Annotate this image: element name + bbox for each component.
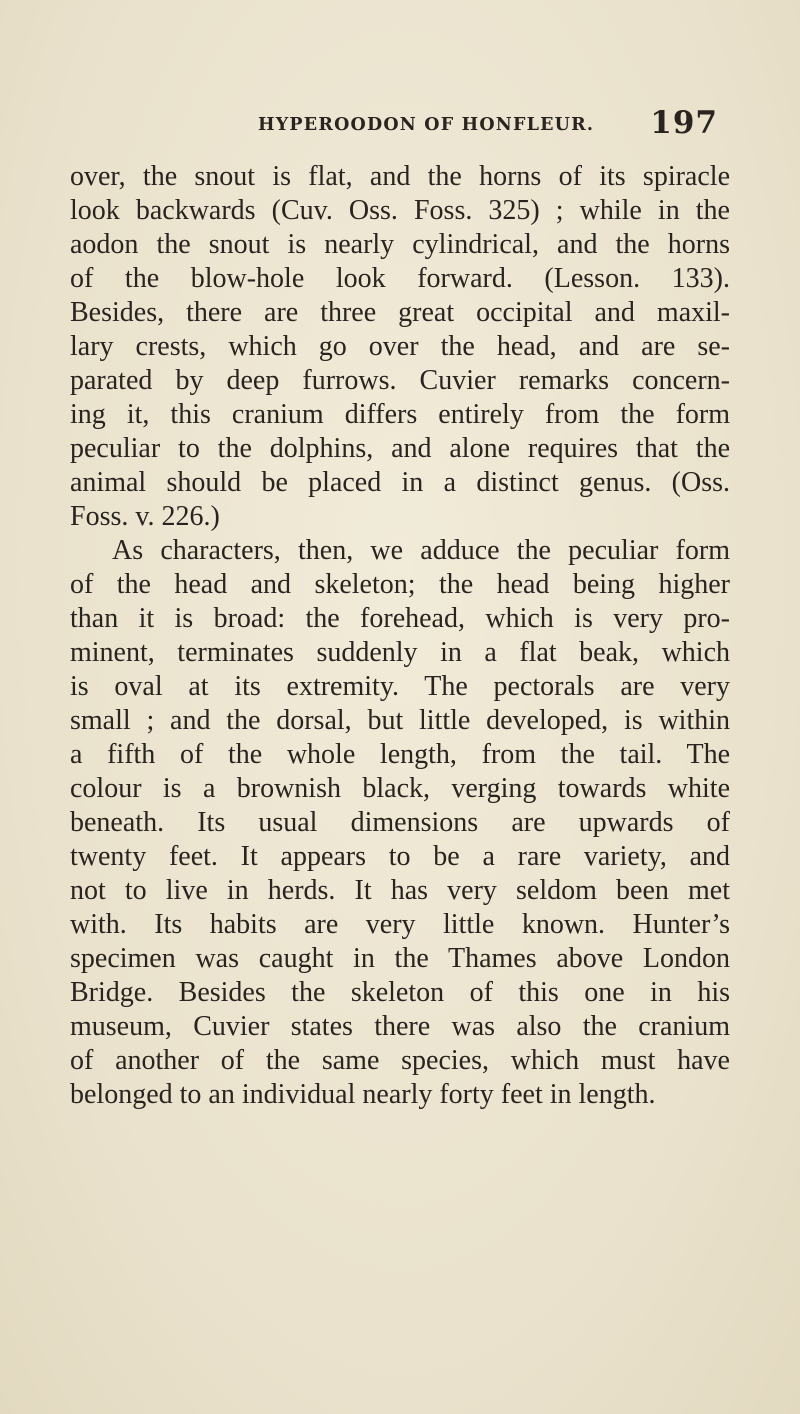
text-line: beneath. Its usual dimensions are upwards of — [70, 807, 730, 838]
text-line: belonged to an individual nearly forty feet in length. — [70, 1079, 656, 1110]
text-line: than it is broad: the forehead, which is very pro- — [70, 603, 730, 634]
text-line: peculiar to the dolphins, and alone requires that the — [70, 433, 730, 464]
body-text — [70, 160, 730, 1112]
text-line: specimen was caught in the Thames above London — [70, 943, 730, 974]
text-line: small ; and the dorsal, but little developed, is within — [70, 705, 730, 736]
text-line: As characters, then, we adduce the peculiar form — [112, 535, 730, 566]
page-number: 197 — [650, 105, 718, 141]
text-line: with. Its habits are very little known. Hunter’s — [70, 909, 730, 940]
running-title: HYPEROODON OF HONFLEUR. — [258, 115, 595, 135]
text-line: over, the snout is flat, and the horns of its spiracle — [70, 161, 730, 192]
text-line: is oval at its extremity. The pectorals are very — [70, 671, 730, 702]
running-head — [258, 105, 718, 145]
text-line: not to live in herds. It has very seldom been met — [70, 875, 730, 906]
text-line: parated by deep furrows. Cuvier remarks concern- — [70, 365, 730, 396]
text-line: minent, terminates suddenly in a flat beak, which — [70, 637, 730, 668]
text-line: look backwards (Cuv. Oss. Foss. 325) ; while in the — [70, 195, 730, 226]
text-line: of the blow-hole look forward. (Lesson. 133). — [70, 263, 730, 294]
text-line: of the head and skeleton; the head being higher — [70, 569, 730, 600]
text-line: Foss. v. 226.) — [70, 501, 220, 532]
text-line: Besides, there are three great occipital and maxil- — [70, 297, 730, 328]
text-line: Bridge. Besides the skeleton of this one in his — [70, 977, 730, 1008]
text-line: ing it, this cranium differs entirely from the form — [70, 399, 730, 430]
text-line: colour is a brownish black, verging towards white — [70, 773, 730, 804]
text-line: animal should be placed in a distinct genus. (Oss. — [70, 467, 730, 498]
text-line: museum, Cuvier states there was also the cranium — [70, 1011, 730, 1042]
text-line: of another of the same species, which must have — [70, 1045, 730, 1076]
text-line: a fifth of the whole length, from the tail. The — [70, 739, 730, 770]
text-line: lary crests, which go over the head, and are se- — [70, 331, 730, 362]
text-line: twenty feet. It appears to be a rare variety, and — [70, 841, 730, 872]
text-line: aodon the snout is nearly cylindrical, and the horns — [70, 229, 730, 260]
